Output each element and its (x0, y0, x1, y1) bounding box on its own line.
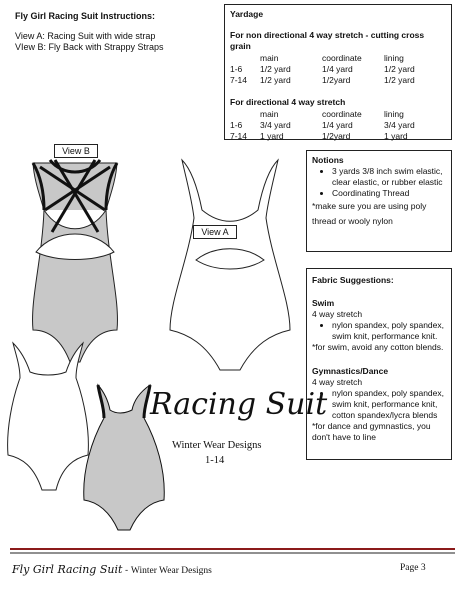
fabric-title: Fabric Suggestions: (312, 275, 394, 285)
view-a-description: View A: Racing Suit with wide strap (15, 31, 156, 41)
notions-title: Notions (312, 155, 344, 165)
view-b-suit-drawing (33, 160, 118, 362)
table-header-row: main coordinate lining (260, 52, 404, 63)
view-b-description: VIew B: Fly Back with Strappy Straps (15, 42, 164, 52)
list-item: • Coordinating Thread (332, 188, 446, 199)
gymnastics-note: *for dance and gymnastics, you don't have to line (312, 421, 431, 442)
list-item: • nylon spandex, poly spandex, swim knit, performance knit, cotton spandex/lycra blends (332, 388, 446, 421)
list-item: • nylon spandex, poly spandex, swim knit, performance knit. (332, 320, 446, 342)
swim-subtitle: 4 way stretch (312, 309, 363, 319)
swim-heading: Swim (312, 298, 335, 308)
logo-name: Racing Suit (150, 387, 328, 422)
view-a-label: View A (193, 225, 237, 239)
table-row: 1-6 1/2 yard 1/4 yard 1/2 yard (230, 63, 415, 74)
yardage-title: Yardage (230, 9, 264, 19)
table-header-row: main coordinate lining (260, 108, 404, 119)
footer-left (12, 563, 212, 576)
table-row: 1-6 3/4 yard 1/4 yard 3/4 yard (230, 119, 415, 130)
page-number: Page 3 (400, 563, 426, 573)
view-b-label: View B (54, 144, 98, 158)
gymnastics-subtitle: 4 way stretch (312, 377, 363, 387)
table-row: 7-14 1 yard 1/2yard 1 yard (230, 130, 408, 141)
page-title: Fly Girl Racing Suit Instructions: (15, 11, 156, 21)
view-a-suit-drawing (170, 160, 290, 370)
list-item: • 3 yards 3/8 inch swim elastic, clear elastic, or rubber elastic (332, 166, 446, 188)
non-directional-heading: For non directional 4 way stretch - cutting cross grain (230, 30, 425, 51)
logo-brand: Winter Wear Designs (172, 440, 262, 451)
notions-note: *make sure you are using poly thread or wooly nylon (312, 201, 427, 226)
gymnastics-heading: Gymnastics/Dance (312, 366, 389, 376)
footer-separator: - (122, 565, 131, 576)
directional-heading: For directional 4 way stretch (230, 97, 346, 107)
logo-sizes: 1-14 (205, 455, 225, 466)
table-row: 7-14 1/2 yard 1/2yard 1/2 yard (230, 74, 415, 85)
footer-brand: Winter Wear Designs (130, 566, 212, 576)
flat-suit-drawing (8, 343, 89, 490)
swim-note: *for swim, avoid any cotton blends. (312, 342, 444, 352)
footer-script-title: Fly Girl Racing Suit (12, 563, 123, 576)
